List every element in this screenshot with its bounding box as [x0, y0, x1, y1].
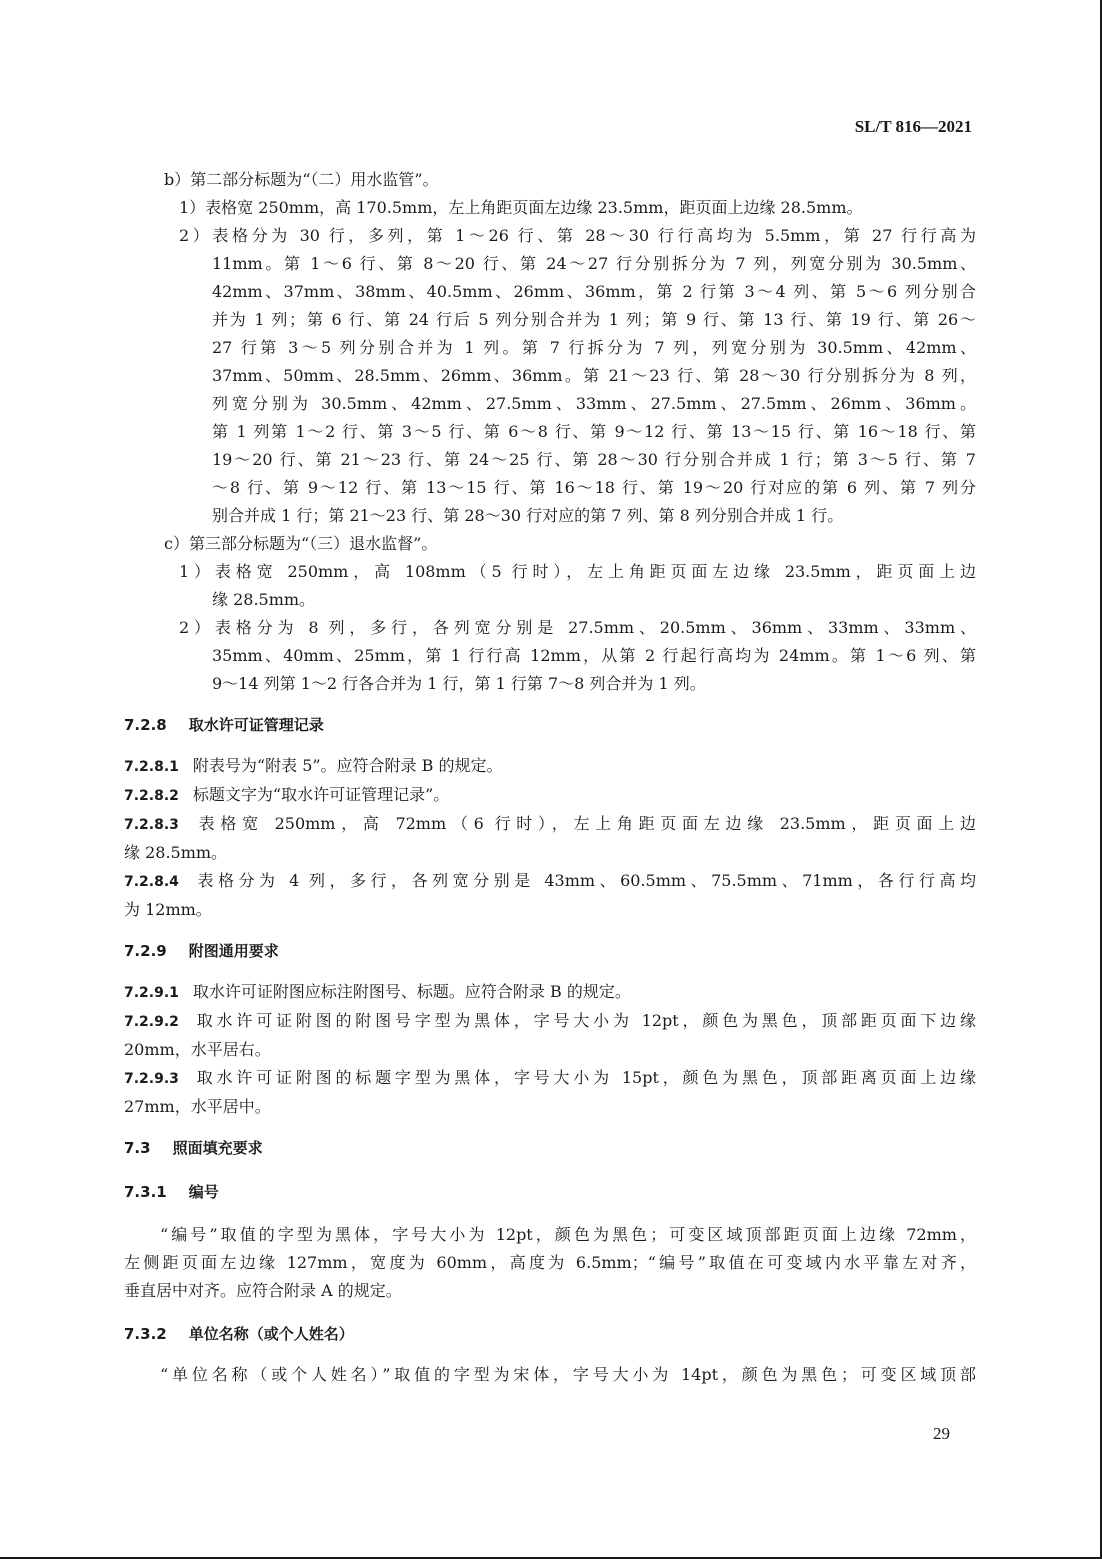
section-number: 7.3.2 [124, 1325, 167, 1343]
page-number: 29 [933, 1424, 950, 1443]
paragraph-line: 左侧距页面左边缘 127mm，宽度为 60mm，高度为 6.5mm；“编号”取值在可变域内水平靠左对齐， [124, 1253, 976, 1272]
section-heading-7-3 [124, 1135, 976, 1161]
paragraph-line: 第 1 列第 1～2 行、第 3～5 行、第 6～8 行、第 9～12 行、第 13～15 行、第 16～18 行、第 [212, 422, 976, 441]
section-heading-7-2-8 [124, 712, 976, 738]
section-title: 取水许可证管理记录 [188, 716, 324, 734]
clause-text: 取水许可证附图的附图号字型为黑体，字号大小为 12pt，颜色为黑色，顶部距页面下边缘 [192, 1011, 976, 1030]
clause-7-2-9-2 [124, 1007, 976, 1064]
clause-text: 取水许可证附图的标题字型为黑体，字号大小为 15pt，颜色为黑色，顶部距离页面上边缘 [192, 1068, 976, 1087]
section-number: 7.2.8 [124, 716, 167, 734]
standard-code: SL/T 816—2021 [854, 117, 972, 136]
paragraph-line: 19～20 行、第 21～23 行、第 24～25 行、第 28～30 行分别合并成 1 行；第 3～5 行、第 7 [212, 450, 976, 469]
clause-text: 表格分为 4 列，多行，各列宽分别是 43mm、60.5mm、75.5mm、71mm，各行行高均 [192, 871, 976, 890]
section-title: 照面填充要求 [172, 1139, 263, 1157]
clause-7-2-8-2 [124, 781, 976, 810]
clause-7-2-8-3 [124, 810, 976, 867]
section-title: 编号 [188, 1183, 219, 1201]
section-title: 单位名称（或个人姓名） [188, 1325, 354, 1343]
part-c-item-2 [124, 614, 976, 698]
paragraph-line: 42mm、37mm、38mm、40.5mm、26mm、36mm，第 2 行第 3～4 列、第 5～6 列分别合 [212, 282, 976, 301]
paragraph-line: 并为 1 列；第 6 行、第 24 行后 5 列分别合并为 1 列；第 9 行、第 13 行、第 19 行、第 26～ [212, 310, 976, 329]
section-heading-7-2-9 [124, 938, 976, 964]
paragraph-line: 别合并成 1 行；第 21～23 行、第 28～30 行对应的第 7 列、第 8 列分别合并成 1 行。 [212, 506, 844, 525]
clause-number: 7.2.8.2 [124, 788, 179, 804]
paragraph-line: 1）表格宽 250mm，高 108mm（5 行时），左上角距页面左边缘 23.5mm，距页面上边 [179, 562, 976, 581]
section-number: 7.3 [124, 1139, 151, 1157]
section-heading-7-3-1 [124, 1179, 976, 1205]
paragraph-line: 列宽分别为 30.5mm、42mm、27.5mm、33mm、27.5mm、27.5mm、26mm、36mm。 [212, 394, 976, 413]
clause-7-2-8-1 [124, 752, 976, 781]
clause-number: 7.2.9.3 [124, 1071, 179, 1087]
paragraph-line: 35mm、40mm、25mm，第 1 行行高 12mm，从第 2 行起行高均为 24mm。第 1～6 列、第 [212, 646, 976, 665]
clause-text: 附表号为“附表 5”。应符合附录 B 的规定。 [192, 756, 503, 775]
paragraph-line: 11mm。第 1～6 行、第 8～20 行、第 24～27 行分别拆分为 7 列，列宽分别为 30.5mm、 [212, 254, 976, 273]
clause-number: 7.2.9.2 [124, 1014, 179, 1030]
paragraph-line: 缘 28.5mm。 [212, 590, 316, 609]
section-7-3-1-body [124, 1221, 976, 1305]
paragraph-line: 37mm、50mm、28.5mm、26mm、36mm。第 21～23 行、第 28～30 行分别拆分为 8 列， [212, 366, 976, 385]
clause-number: 7.2.9.1 [124, 985, 179, 1001]
part-c-item-1 [124, 558, 976, 614]
paragraph-line: 27mm，水平居中。 [124, 1097, 271, 1116]
paragraph-line: 2）表格分为 30 行，多列，第 1～26 行、第 28～30 行行高均为 5.5mm，第 27 行行高为 [179, 226, 976, 245]
paragraph-line: 27 行第 3～5 列分别合并为 1 列。第 7 行拆分为 7 列，列宽分别为 30.5mm、42mm、 [212, 338, 976, 357]
page-body [124, 166, 976, 1389]
section-number: 7.3.1 [124, 1183, 167, 1201]
section-number: 7.2.9 [124, 942, 167, 960]
part-b-title: b）第二部分标题为“（二）用水监管”。 [164, 170, 439, 189]
paragraph-line: “编号”取值的字型为黑体，字号大小为 12pt，颜色为黑色；可变区域顶部距页面上边缘 72mm， [160, 1225, 976, 1244]
paragraph-line: 缘 28.5mm。 [124, 843, 228, 862]
paragraph-line: ～8 行、第 9～12 行、第 13～15 行、第 16～18 行、第 19～20 行对应的第 6 列、第 7 列分 [212, 478, 976, 497]
part-b-item-2 [124, 222, 976, 530]
section-heading-7-3-2 [124, 1321, 976, 1347]
clause-text: 标题文字为“取水许可证管理记录”。 [192, 785, 450, 804]
clause-number: 7.2.8.1 [124, 759, 179, 775]
paragraph-line: “单位名称（或个人姓名）”取值的字型为宋体，字号大小为 14pt，颜色为黑色；可变区域顶部 [160, 1365, 976, 1384]
part-c-title: c）第三部分标题为“（三）退水监督”。 [164, 534, 438, 553]
part-b-item-1: 1）表格宽 250mm，高 170.5mm，左上角距页面左边缘 23.5mm，距页面上边缘 28.5mm。 [179, 198, 863, 217]
clause-7-2-9-3 [124, 1064, 976, 1121]
paragraph-line: 为 12mm。 [124, 900, 212, 919]
paragraph-line: 2）表格分为 8 列，多行，各列宽分别是 27.5mm、20.5mm、36mm、33mm、33mm、 [179, 618, 976, 637]
clause-7-2-9-1 [124, 978, 976, 1007]
clause-text: 取水许可证附图应标注附图号、标题。应符合附录 B 的规定。 [192, 982, 631, 1001]
paragraph-line: 9～14 列第 1～2 行各合并为 1 行，第 1 行第 7～8 列合并为 1 列。 [212, 674, 706, 693]
section-title: 附图通用要求 [188, 942, 279, 960]
clause-text: 表格宽 250mm，高 72mm（6 行时），左上角距页面左边缘 23.5mm，距页面上边 [192, 814, 976, 833]
clause-number: 7.2.8.4 [124, 874, 179, 890]
paragraph-line: 20mm，水平居右。 [124, 1040, 271, 1059]
clause-number: 7.2.8.3 [124, 817, 179, 833]
paragraph-line: 垂直居中对齐。应符合附录 A 的规定。 [124, 1281, 402, 1300]
clause-7-2-8-4 [124, 867, 976, 924]
